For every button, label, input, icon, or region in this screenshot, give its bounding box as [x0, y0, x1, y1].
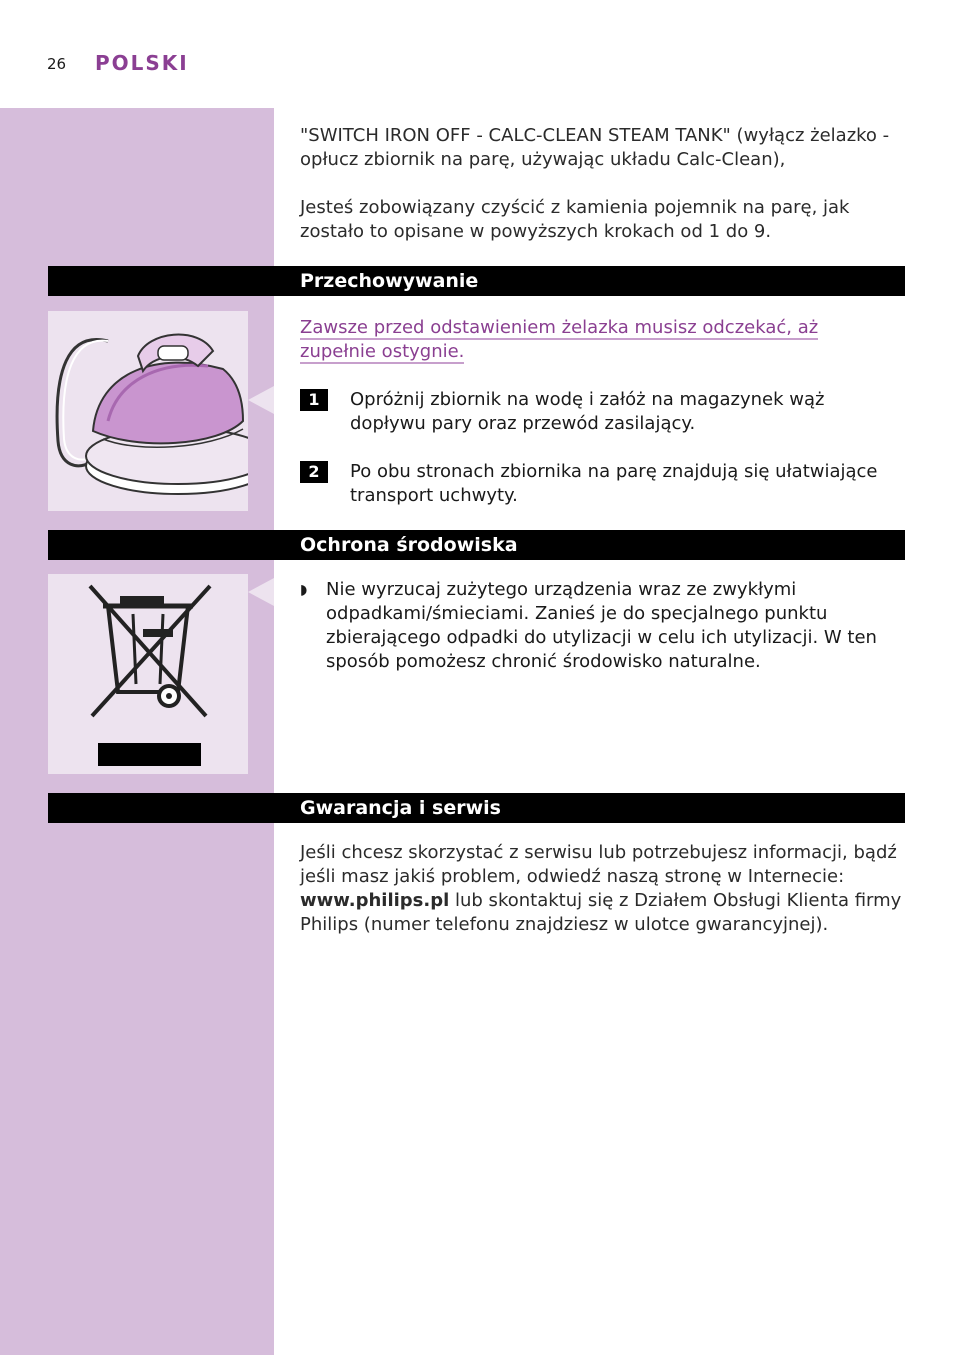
section-title-storage: Przechowywanie	[300, 270, 479, 292]
warranty-paragraph	[300, 841, 902, 937]
storage-note-text: Zawsze przed odstawieniem żelazka musisz odczekać, aż zupełnie ostygnie.	[300, 317, 819, 362]
warranty-text-before: Jeśli chcesz skorzystać z serwisu lub potrzebujesz informacji, bądź jeśli masz jakiś problem, odwiedź naszą stronę w Internecie:	[300, 842, 897, 887]
section-title-warranty: Gwarancja i serwis	[300, 797, 501, 819]
section-bar-storage	[48, 266, 905, 296]
steam-iron-icon	[48, 311, 248, 511]
section-bar-environment	[48, 530, 905, 560]
section-bar-warranty	[48, 793, 905, 823]
step-number-1: 1	[300, 389, 328, 411]
section-title-environment: Ochrona środowiska	[300, 534, 518, 556]
illustration-pointer-2	[248, 578, 274, 606]
environment-text: Nie wyrzucaj zużytego urządzenia wraz ze zwykłymi odpadkami/śmieciami. Zanieś je do specjalnego punktu zbierającego odpadki do utylizacji w celu ich utylizacji. W ten sposób pomożesz chronić środowisko naturalne.	[326, 579, 877, 672]
language-label: POLSKI	[95, 51, 189, 75]
intro-paragraph-1: "SWITCH IRON OFF - CALC-CLEAN STEAM TANK" (wyłącz żelazko - opłucz zbiornik na parę, używając układu Calc-Clean),	[300, 125, 890, 170]
illustration-pointer	[248, 386, 274, 414]
crossed-bin-illustration	[48, 574, 248, 774]
storage-note	[300, 316, 860, 364]
steam-iron-illustration	[48, 311, 248, 511]
crossed-out-bin-icon	[48, 574, 248, 774]
step-number-2: 2	[300, 461, 328, 483]
bullet-icon: ◗	[300, 582, 308, 598]
intro-paragraph-2: Jesteś zobowiązany czyścić z kamienia pojemnik na parę, jak zostało to opisane w powyższych krokach od 1 do 9.	[300, 197, 850, 242]
step-text-2: Po obu stronach zbiornika na parę znajdują się ułatwiające transport uchwyty.	[350, 461, 878, 506]
page-number: 26	[47, 55, 67, 73]
warranty-text-after: lub skontaktuj się z Działem Obsługi Klienta firmy Philips (numer telefonu znajdziesz w ulotce gwarancyjnej).	[300, 890, 902, 935]
step-text-1: Opróżnij zbiornik na wodę i załóż na magazynek wąż dopływu pary oraz przewód zasilający.	[350, 389, 825, 434]
philips-website-link[interactable]: www.philips.pl	[300, 890, 450, 911]
